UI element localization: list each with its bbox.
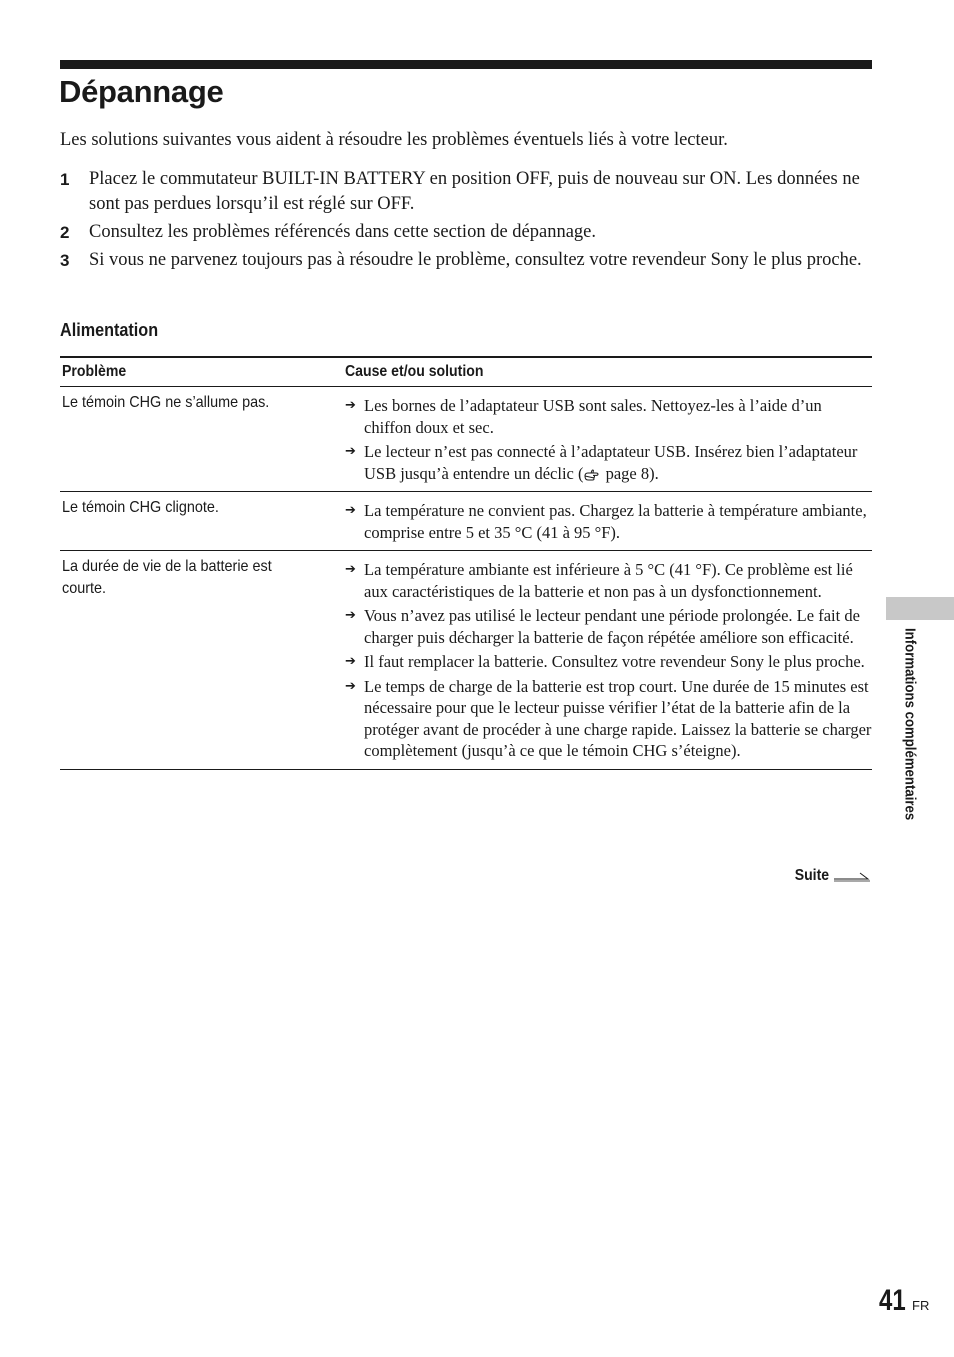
solution-item <box>345 676 872 762</box>
table-header <box>60 358 872 387</box>
solution-list <box>345 559 872 762</box>
side-section-text: Informations complémentaires <box>901 628 919 821</box>
step-item <box>60 167 872 217</box>
page-number-value: 41 <box>879 1284 906 1317</box>
solution-text: Vous n’avez pas utilisé le lecteur pendant une période prolongée. Le fait de charger puis décharger la batterie de façon répétée améliore son efficacité. <box>364 606 860 647</box>
solution-text: Les bornes de l’adaptateur USB sont sales. Nettoyez-les à l’aide d’un chiffon doux et sec. <box>364 396 822 437</box>
problem-cell: La durée de vie de la batterie est courte. <box>62 558 272 597</box>
language-code: FR <box>912 1298 930 1313</box>
continued-arrow-icon <box>833 870 871 882</box>
solution-list <box>345 500 872 543</box>
arrow-right-icon: ➔ <box>345 654 356 669</box>
problem-cell: Le témoin CHG ne s’allume pas. <box>62 394 270 411</box>
continued-indicator <box>790 867 871 885</box>
troubleshooting-table <box>60 356 872 770</box>
side-section-label <box>898 628 922 874</box>
page-number <box>879 1284 929 1318</box>
table-row <box>60 551 872 770</box>
solution-text: Le temps de charge de la batterie est trop court. Une durée de 15 minutes est nécessaire pour que le lecteur puisse vérifier l’état de la batterie afin de la protéger avant de procéder à une charge rapide. Laissez la batterie se charger complètement (jusqu’à ce que le témoin CHG s’éteigne). <box>364 676 872 760</box>
step-text: Placez le commutateur BUILT-IN BATTERY en position OFF, puis de nouveau sur ON. Les données ne sont pas perdues lorsqu’il est réglé sur OFF. <box>89 169 860 214</box>
solution-item <box>345 441 872 484</box>
step-number: 3 <box>60 251 70 270</box>
step-number: 2 <box>60 223 70 242</box>
arrow-right-icon: ➔ <box>345 608 356 623</box>
header-problem: Problème <box>62 363 127 380</box>
step-item <box>60 248 872 273</box>
solution-text: Il faut remplacer la batterie. Consultez votre revendeur Sony le plus proche. <box>364 652 865 671</box>
title-rule <box>60 60 872 69</box>
arrow-right-icon: ➔ <box>345 503 356 518</box>
step-text: Si vous ne parvenez toujours pas à résoudre le problème, consultez votre revendeur Sony le plus proche. <box>89 250 862 270</box>
page-title: Dépannage <box>59 74 224 109</box>
pointing-hand-icon <box>583 467 601 481</box>
arrow-right-icon: ➔ <box>345 562 356 577</box>
table-row <box>60 492 872 551</box>
continued-label: Suite <box>794 867 829 884</box>
problem-cell: Le témoin CHG clignote. <box>62 499 219 516</box>
solution-text: La température ambiante est inférieure à 5 °C (41 °F). Ce problème est lié aux caractéristiques de la batterie et non pas à un dysfonctionnement. <box>364 560 853 601</box>
steps-list <box>60 167 872 276</box>
solution-list <box>345 395 872 484</box>
table-row <box>60 387 872 492</box>
page-reference: page 8). <box>605 463 659 483</box>
step-number: 1 <box>60 170 70 189</box>
solution-item <box>345 651 872 673</box>
solution-item <box>345 605 872 648</box>
step-text: Consultez les problèmes référencés dans cette section de dépannage. <box>89 222 596 242</box>
intro-text: Les solutions suivantes vous aident à résoudre les problèmes éventuels liés à votre lecteur. <box>60 130 728 150</box>
arrow-right-icon: ➔ <box>345 678 356 694</box>
arrow-right-icon: ➔ <box>345 398 356 413</box>
solution-text: Le lecteur n’est pas connecté à l’adaptateur USB. Insérez bien l’adaptateur USB jusqu’à entendre un déclic ( <box>364 442 858 483</box>
solution-item <box>345 500 872 543</box>
arrow-right-icon: ➔ <box>345 444 356 459</box>
solution-item <box>345 395 872 438</box>
section-tab <box>886 597 954 620</box>
solution-item <box>345 559 872 602</box>
header-solution: Cause et/ou solution <box>345 363 484 380</box>
step-item <box>60 220 872 245</box>
solution-text: La température ne convient pas. Chargez la batterie à température ambiante, comprise entre 5 et 35 °C (41 à 95 °F). <box>364 501 867 542</box>
section-heading: Alimentation <box>60 320 159 340</box>
